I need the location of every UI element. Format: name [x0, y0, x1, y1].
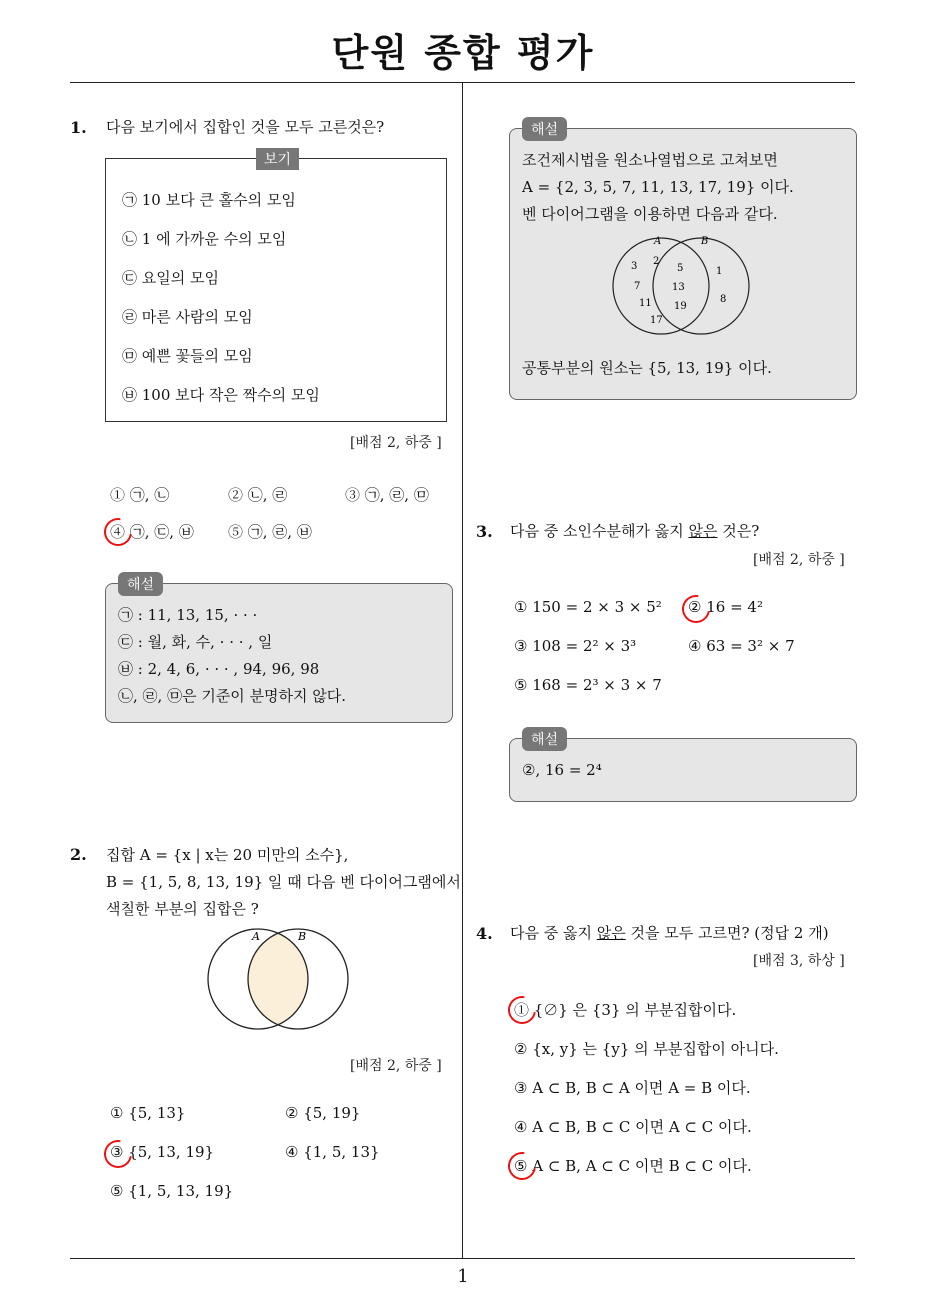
answer-mark-circle	[677, 590, 716, 629]
page-number: 1	[457, 1266, 469, 1287]
solution-line: ②, 16 = 2⁴	[522, 761, 602, 779]
q3-option-2[interactable]: ② 16 = 4²	[688, 598, 763, 616]
q4-option-2[interactable]: ② {x, y} 는 {y} 의 부분집합이 아니다.	[514, 1040, 779, 1058]
q1-option-2[interactable]: ② ㉡, ㉣	[228, 486, 288, 504]
q2-option-3[interactable]: ③ {5, 13, 19}	[110, 1143, 215, 1161]
solution-line: A = {2, 3, 5, 7, 11, 13, 17, 19} 이다.	[522, 178, 794, 196]
q2-option-1[interactable]: ① {5, 13}	[110, 1104, 186, 1122]
question-2-line-1: 집합 A = {x | x는 20 미만의 소수},	[106, 846, 349, 864]
solution-line: 공통부분의 원소는 {5, 13, 19} 이다.	[522, 359, 772, 377]
answer-mark-circle	[99, 513, 138, 552]
q2-option-5[interactable]: ⑤ {1, 5, 13, 19}	[110, 1182, 234, 1200]
question-4-number: 4.	[476, 924, 493, 943]
solution-line: ㉥ : 2, 4, 6, · · · , 94, 96, 98	[118, 660, 320, 678]
bogi-box	[105, 152, 447, 422]
q3-option-1[interactable]: ① 150 = 2 × 3 × 5²	[514, 598, 662, 616]
bogi-item: ㉥ 100 보다 작은 짝수의 모임	[122, 386, 320, 404]
question-4-score: [배점 3, 하상 ]	[753, 953, 845, 969]
q3-option-4[interactable]: ④ 63 = 3² × 7	[688, 637, 795, 655]
q2-option-4[interactable]: ④ {1, 5, 13}	[285, 1143, 380, 1161]
venn-element: 13	[672, 282, 685, 293]
q2-solution-box	[509, 122, 857, 400]
q1-option-5[interactable]: ⑤ ㉠, ㉣, ㉥	[228, 523, 312, 541]
q3-option-3[interactable]: ③ 108 = 2² × 3³	[514, 637, 637, 655]
venn-diagram-question	[200, 925, 360, 1035]
bogi-item: ㉠ 10 보다 큰 홀수의 모임	[122, 191, 296, 209]
venn-element: 5	[677, 263, 684, 274]
answer-mark-circle	[503, 991, 542, 1030]
solution-line: ㉡, ㉣, ㉤은 기준이 분명하지 않다.	[118, 687, 347, 705]
solution-label: 해설	[522, 727, 567, 751]
bogi-label: 보기	[256, 148, 299, 170]
bogi-item: ㉢ 요일의 모임	[122, 269, 219, 287]
bogi-item: ㉤ 예쁜 꽃들의 모임	[122, 347, 253, 365]
question-2-line-2: B = {1, 5, 8, 13, 19} 일 때 다음 벤 다이어그램에서	[106, 873, 461, 891]
svg-text:B: B	[701, 236, 709, 247]
venn-label-b: B	[298, 930, 307, 943]
bogi-item: ㉣ 마른 사람의 모임	[122, 308, 253, 326]
venn-element: 8	[720, 294, 727, 305]
question-4-text: 다음 중 옳지 않은 것을 모두 고르면? (정답 2 개)	[510, 924, 829, 942]
q1-option-4[interactable]: ④ ㉠, ㉢, ㉥	[110, 523, 194, 541]
venn-element: 7	[634, 281, 641, 292]
question-1-number: 1.	[70, 118, 87, 137]
venn-element: 11	[639, 298, 652, 309]
q4-option-1[interactable]: ① {∅} 은 {3} 의 부분집합이다.	[514, 1001, 737, 1019]
q4-option-3[interactable]: ③ A ⊂ B, B ⊂ A 이면 A = B 이다.	[514, 1079, 751, 1097]
venn-element: 3	[631, 261, 638, 272]
venn-label-a: A	[252, 930, 260, 943]
venn-element: 17	[650, 315, 663, 326]
venn-element: 1	[716, 266, 723, 277]
venn-element: 2	[653, 256, 660, 267]
q4-option-4[interactable]: ④ A ⊂ B, B ⊂ C 이면 A ⊂ C 이다.	[514, 1118, 752, 1136]
question-2-line-3: 색칠한 부분의 집합은 ?	[106, 900, 259, 918]
solution-line: 조건제시법을 원소나열법으로 고쳐보면	[522, 151, 778, 169]
question-2-score: [배점 2, 하중 ]	[350, 1058, 442, 1074]
question-2-number: 2.	[70, 845, 87, 864]
solution-label: 해설	[118, 572, 163, 596]
column-divider	[462, 82, 463, 1258]
answer-mark-circle	[503, 1147, 542, 1186]
solution-line: ㉢ : 월, 화, 수, · · · , 일	[118, 633, 273, 651]
bogi-item: ㉡ 1 에 가까운 수의 모임	[122, 230, 287, 248]
venn-element: 19	[674, 301, 687, 312]
q1-option-3[interactable]: ③ ㉠, ㉣, ㉤	[345, 486, 429, 504]
q1-option-1[interactable]: ① ㉠, ㉡	[110, 486, 170, 504]
q2-option-2[interactable]: ② {5, 19}	[285, 1104, 361, 1122]
page-title: 단원 종합 평가	[331, 31, 595, 75]
question-1-score: [배점 2, 하중 ]	[350, 435, 442, 451]
bottom-divider	[70, 1258, 855, 1259]
q4-option-5[interactable]: ⑤ A ⊂ B, A ⊂ C 이면 B ⊂ C 이다.	[514, 1157, 752, 1175]
question-3-number: 3.	[476, 522, 493, 541]
q3-option-5[interactable]: ⑤ 168 = 2³ × 3 × 7	[514, 676, 662, 694]
svg-text:A: A	[654, 236, 662, 247]
q1-solution-box	[105, 577, 453, 723]
question-3-score: [배점 2, 하중 ]	[753, 552, 845, 568]
answer-mark-circle	[99, 1135, 138, 1174]
question-1-text: 다음 보기에서 집합인 것을 모두 고른것은?	[106, 118, 385, 136]
solution-line: 벤 다이어그램을 이용하면 다음과 같다.	[522, 205, 778, 223]
q3-solution-box	[509, 732, 857, 802]
solution-line: ㉠ : 11, 13, 15, · · ·	[118, 606, 258, 624]
venn-diagram-solution	[606, 229, 756, 339]
question-3-text: 다음 중 소인수분해가 옳지 않은 것은?	[510, 522, 760, 540]
solution-label: 해설	[522, 117, 567, 141]
